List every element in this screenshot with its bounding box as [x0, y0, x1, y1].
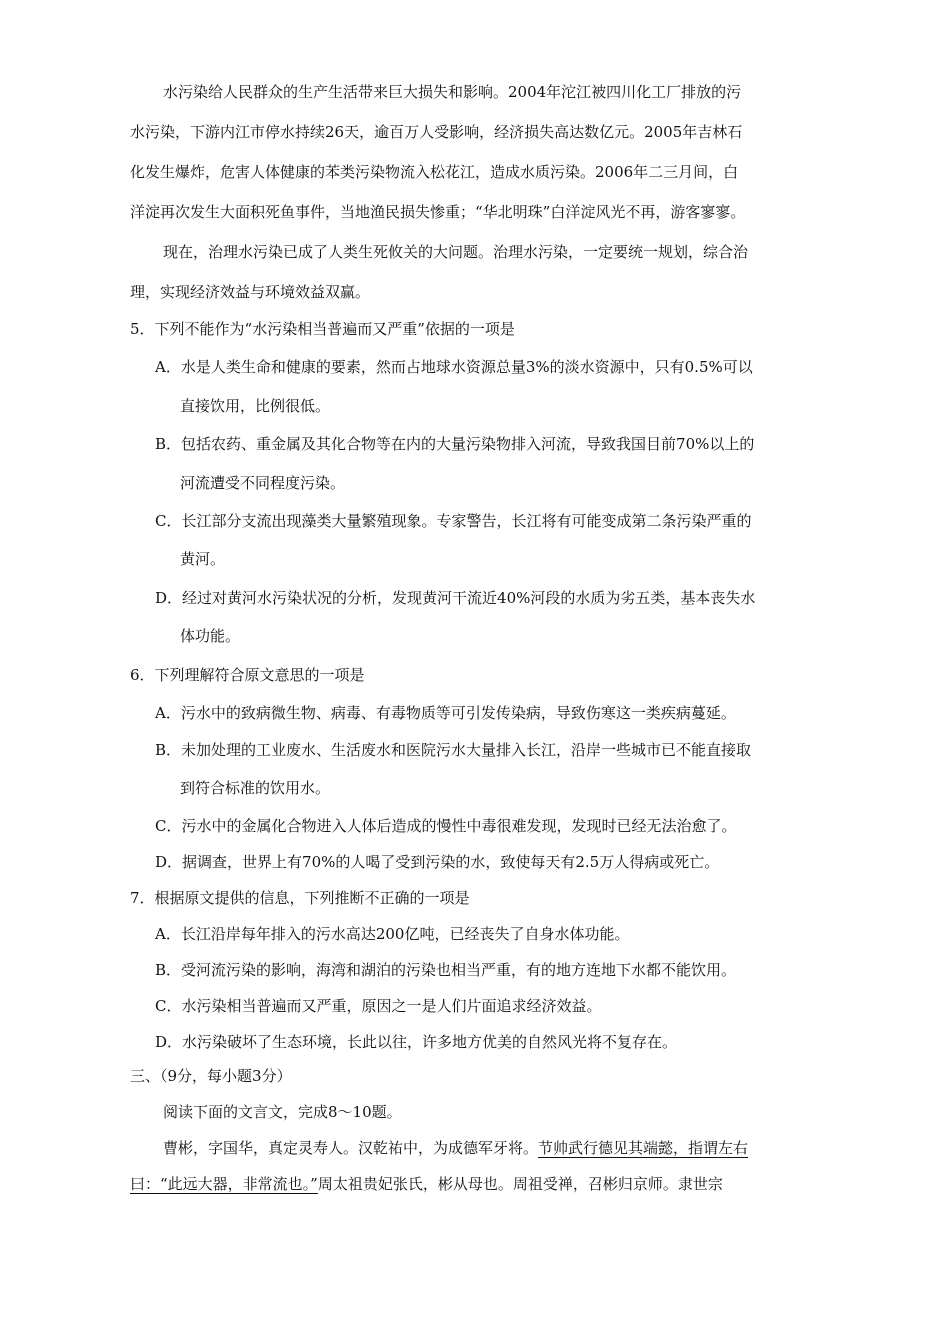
option-a: A．长江沿岸每年排入的污水高达200亿吨，已经丧失了自身水体功能。 — [155, 925, 630, 943]
option-c-continued: 黄河。 — [180, 550, 226, 568]
underlined-text: 节帅武行德见其端懿，指谓左右 — [538, 1139, 749, 1157]
section-instruction: 阅读下面的文言文，完成8～10题。 — [163, 1103, 402, 1121]
section-heading: 三、（9分，每小题3分） — [130, 1067, 292, 1085]
plain-text: 周太祖贵妃张氏，彬从母也。周祖受禅，召彬归京师。隶世宗 — [317, 1175, 723, 1193]
text-line: 洋淀再次发生大面积死鱼事件，当地渔民损失惨重；“华北明珠”白洋淀风光不再，游客寥寥。 — [130, 203, 746, 221]
text-line: 水污染给人民群众的生产生活带来巨大损失和影响。2004年沱江被四川化工厂排放的污 — [163, 83, 742, 101]
option-b: B．未加处理的工业废水、生活废水和医院污水大量排入长江，沿岸一些城市已不能直接取 — [155, 741, 752, 759]
text-line: 化发生爆炸，危害人体健康的苯类污染物流入松花江，造成水质污染。2006年二三月间，白 — [130, 163, 739, 181]
classical-text-line — [130, 1174, 723, 1194]
option-d-continued: 体功能。 — [180, 627, 241, 645]
text-line: 水污染，下游内江市停水持续26天，逾百万人受影响，经济损失高达数亿元。2005年吉林石 — [130, 123, 743, 141]
option-d: D．经过对黄河水污染状况的分析，发现黄河干流近40%河段的水质为劣五类，基本丧失水 — [155, 589, 756, 607]
text-line: 理，实现经济效益与环境效益双赢。 — [130, 283, 371, 301]
option-c: C．污水中的金属化合物进入人体后造成的慢性中毒很难发现，发现时已经无法治愈了。 — [155, 817, 737, 835]
question-stem: 6．下列理解符合原文意思的一项是 — [130, 666, 365, 684]
text-line: 现在，治理水污染已成了人类生死攸关的大问题。治理水污染，一定要统一规划，综合治 — [163, 243, 749, 261]
plain-text: 曹彬，字国华，真定灵寿人。汉乾祐中，为成德军牙将。 — [163, 1139, 539, 1157]
option-a: A．水是人类生命和健康的要素，然而占地球水资源总量3%的淡水资源中，只有0.5%可以 — [155, 358, 753, 376]
question-stem: 7．根据原文提供的信息，下列推断不正确的一项是 — [130, 889, 470, 907]
classical-text-line — [163, 1138, 748, 1158]
option-a: A．污水中的致病微生物、病毒、有毒物质等可引发传染病，导致伤寒这一类疾病蔓延。 — [155, 704, 736, 722]
option-c: C．长江部分支流出现藻类大量繁殖现象。专家警告，长江将有可能变成第二条污染严重的 — [155, 512, 752, 530]
option-b: B．受河流污染的影响，海湾和湖泊的污染也相当严重，有的地方连地下水都不能饮用。 — [155, 961, 737, 979]
option-c: C．水污染相当普遍而又严重，原因之一是人们片面追求经济效益。 — [155, 997, 602, 1015]
underlined-text: 曰：“此远大器，非常流也。” — [130, 1175, 318, 1193]
option-d: D．水污染破坏了生态环境，长此以往，许多地方优美的自然风光将不复存在。 — [155, 1033, 678, 1051]
option-d: D．据调查，世界上有70%的人喝了受到污染的水，致使每天有2.5万人得病或死亡。 — [155, 853, 720, 871]
option-b: B．包括农药、重金属及其化合物等在内的大量污染物排入河流，导致我国目前70%以上的 — [155, 435, 755, 453]
option-b-continued: 河流遭受不同程度污染。 — [180, 474, 346, 492]
question-stem: 5．下列不能作为“水污染相当普遍而又严重”依据的一项是 — [130, 320, 515, 338]
option-b-continued: 到符合标准的饮用水。 — [180, 779, 331, 797]
option-a-continued: 直接饮用，比例很低。 — [180, 397, 331, 415]
